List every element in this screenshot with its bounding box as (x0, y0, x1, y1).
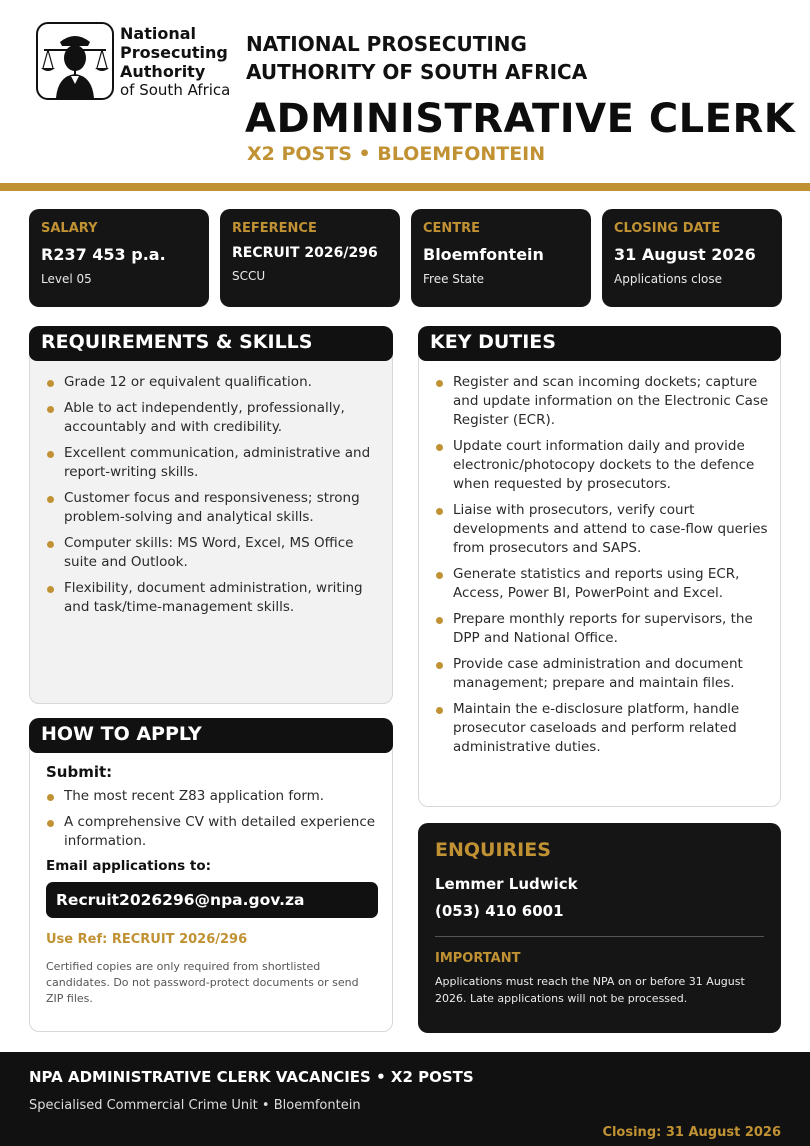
list-item: Customer focus and responsiveness; strong problem-solving and analytical skills. (46, 489, 382, 527)
card-value: R237 453 p.a. (41, 245, 166, 264)
logo-wordmark (120, 24, 230, 100)
page-title: ADMINISTRATIVE CLERK (245, 96, 796, 142)
card-sub: Applications close (614, 272, 723, 286)
list-item: Update court information daily and provide electronic/photocopy dockets to the defence when requested by prosecutors. (435, 437, 771, 494)
key-duties-section (418, 326, 781, 807)
logo-line: Prosecuting (120, 43, 228, 62)
list-item: The most recent Z83 application form. (46, 787, 378, 806)
card-label: REFERENCE (232, 221, 317, 236)
salary-card (29, 209, 209, 307)
list-item: Computer skills: MS Word, Excel, MS Office suite and Outlook. (46, 534, 382, 572)
email-heading: Email applications to: (46, 858, 211, 874)
list-item: Liaise with prosecutors, verify court developments and attend to case-flow queries from prosecutors and SAPS. (435, 501, 771, 558)
list-item: Provide case administration and document management; prepare and maintain files. (435, 655, 771, 693)
centre-card (411, 209, 591, 307)
list-item: A comprehensive CV with detailed experience information. (46, 813, 378, 851)
application-note: Certified copies are only required from shortlisted candidates. Do not password-protect documents or send ZIP files. (46, 960, 359, 1005)
logo-line: Authority (120, 62, 206, 81)
reference-note: Use Ref: RECRUIT 2026/296 (46, 932, 248, 947)
list-item: Able to act independently, professionally, accountably and with credibility. (46, 399, 382, 437)
npa-logo-emblem (36, 22, 114, 100)
duties-list (435, 373, 771, 764)
organization-name (246, 30, 587, 86)
important-heading: IMPORTANT (435, 951, 521, 966)
list-item: Register and scan incoming dockets; capture and update information on the Electronic Case Register (ECR). (435, 373, 771, 430)
logo-line: National (120, 24, 196, 43)
requirements-section (29, 326, 393, 704)
footer-subtitle: Specialised Commercial Crime Unit • Bloemfontein (29, 1098, 361, 1113)
enquiries-heading: ENQUIRIES (435, 839, 551, 861)
footer-closing: Closing: 31 August 2026 (602, 1125, 781, 1140)
email-address-link[interactable]: Recruit2026296@npa.gov.za (46, 882, 378, 918)
card-value: 31 August 2026 (614, 245, 756, 264)
card-value: Bloemfontein (423, 245, 544, 264)
card-value: RECRUIT 2026/296 (232, 245, 378, 261)
reference-card (220, 209, 400, 307)
card-label: CENTRE (423, 221, 481, 236)
org-line-2: AUTHORITY OF SOUTH AFRICA (246, 60, 588, 84)
section-heading: REQUIREMENTS & SKILLS (29, 326, 393, 361)
important-text: Applications must reach the NPA on or before 31 August 2026. Late applications will not be processed. (435, 975, 745, 1005)
enquiries-panel (418, 823, 781, 1033)
section-heading: HOW TO APPLY (29, 718, 393, 753)
closing-date-card (602, 209, 782, 307)
card-label: CLOSING DATE (614, 221, 721, 236)
logo-line: of South Africa (120, 81, 231, 99)
card-sub: Level 05 (41, 272, 92, 286)
contact-name: Lemmer Ludwick (435, 875, 578, 893)
requirements-list (46, 373, 382, 624)
how-to-apply-section (29, 718, 393, 1032)
list-item: Grade 12 or equivalent qualification. (46, 373, 382, 392)
page-subtitle: X2 POSTS • BLOEMFONTEIN (247, 143, 546, 165)
submit-heading: Submit: (46, 763, 113, 781)
enquiries-divider (435, 936, 764, 937)
list-item: Maintain the e-disclosure platform, handle prosecutor caseloads and perform related administrative duties. (435, 700, 771, 757)
org-line-1: NATIONAL PROSECUTING (246, 32, 527, 56)
card-label: SALARY (41, 221, 98, 236)
contact-phone[interactable]: (053) 410 6001 (435, 902, 564, 920)
footer-title: NPA ADMINISTRATIVE CLERK VACANCIES • X2 POSTS (29, 1068, 474, 1086)
card-sub: SCCU (232, 269, 266, 283)
header (0, 0, 810, 190)
header-divider (0, 183, 810, 191)
footer (0, 1052, 810, 1146)
section-heading: KEY DUTIES (418, 326, 781, 361)
list-item: Generate statistics and reports using ECR, Access, Power BI, PowerPoint and Excel. (435, 565, 771, 603)
list-item: Excellent communication, administrative and report-writing skills. (46, 444, 382, 482)
submit-list (46, 787, 378, 851)
list-item: Prepare monthly reports for supervisors, the DPP and National Office. (435, 610, 771, 648)
list-item: Flexibility, document administration, writing and task/time-management skills. (46, 579, 382, 617)
card-sub: Free State (423, 272, 485, 286)
